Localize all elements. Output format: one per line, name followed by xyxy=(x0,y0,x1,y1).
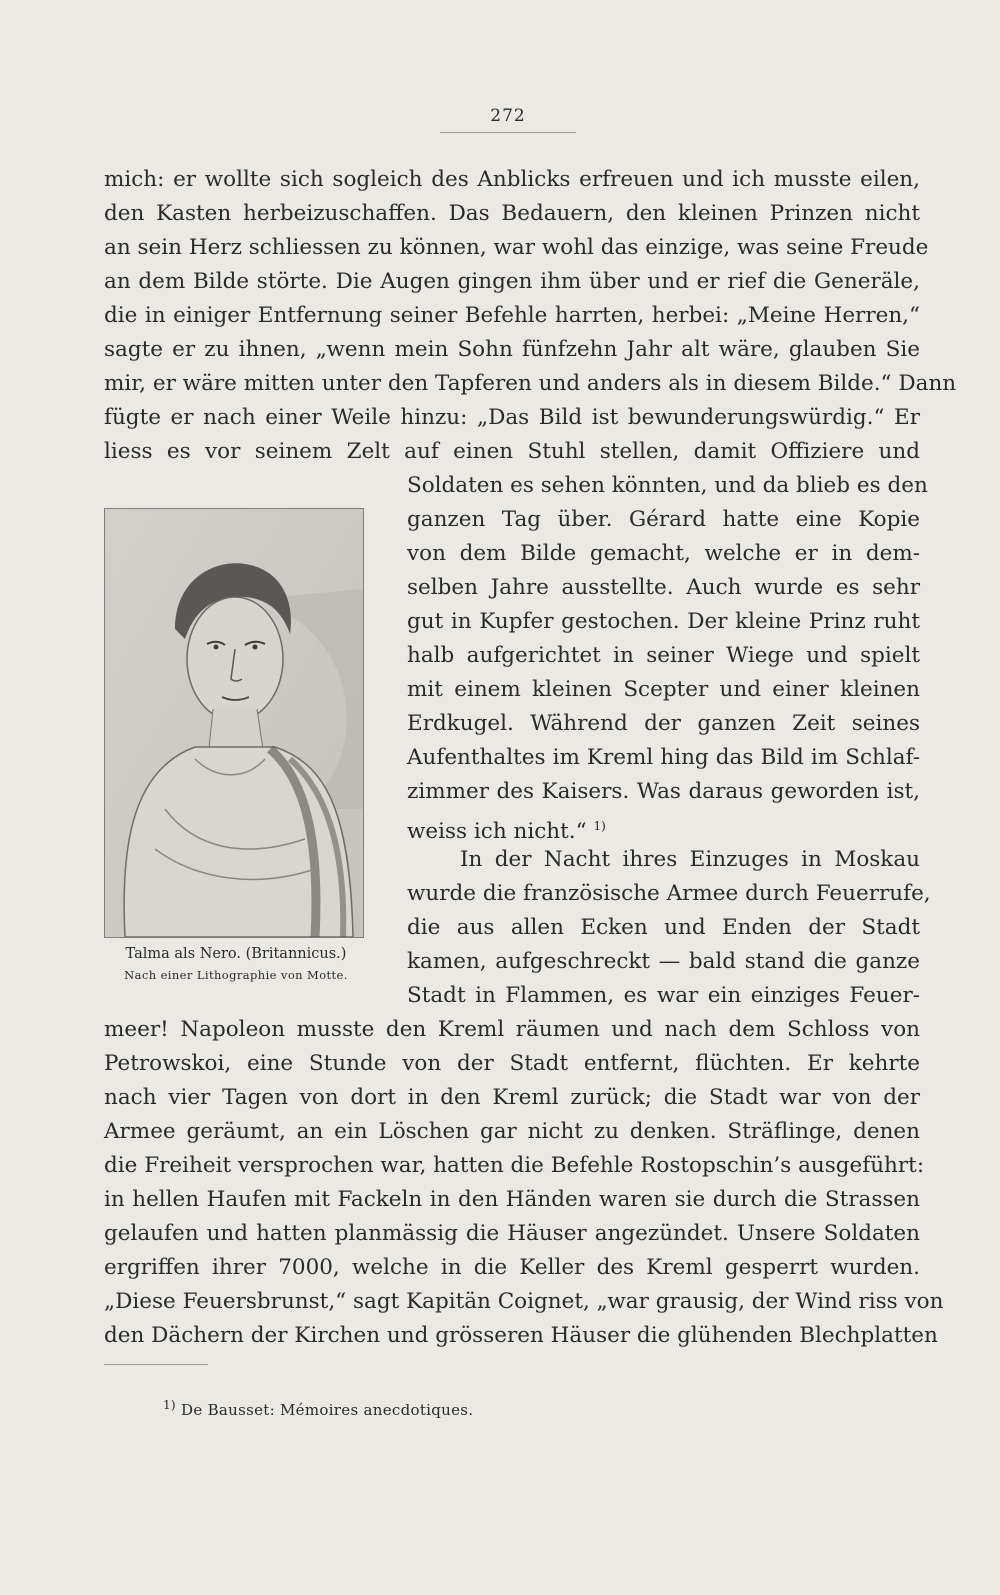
text-line: Soldaten es sehen könnten, und da blieb es den xyxy=(407,473,928,498)
text-line: die in einiger Entfernung seiner Befehle harrten, herbei: „Meine Herren,“ xyxy=(104,303,920,328)
text-line: den Dächern der Kirchen und grösseren Häuser die glühenden Blechplatten xyxy=(104,1323,938,1348)
page-number: 272 xyxy=(490,106,526,126)
text-line: mich: er wollte sich sogleich des Anblicks erfreuen und ich musste eilen, xyxy=(104,167,920,192)
figure-caption-title: Talma als Nero. (Britannicus.) xyxy=(125,946,347,962)
text-line: sagte er zu ihnen, „wenn mein Sohn fünfzehn Jahr alt wäre, glauben Sie xyxy=(104,337,920,362)
text-line: „Diese Feuersbrunst,“ sagt Kapitän Coignet, „war grausig, der Wind riss von xyxy=(104,1289,944,1314)
footnote-rule xyxy=(104,1364,208,1365)
text-line: Stadt in Flammen, es war ein einziges Feuer- xyxy=(407,983,920,1008)
text-line: in hellen Haufen mit Fackeln in den Händen waren sie durch die Strassen xyxy=(104,1187,920,1212)
text-line: wurde die französische Armee durch Feuerrufe, xyxy=(407,881,931,906)
text-line: ergriffen ihrer 7000, welche in die Keller des Kreml gesperrt wurden. xyxy=(104,1255,920,1280)
text-line: selben Jahre ausstellte. Auch wurde es sehr xyxy=(407,575,920,600)
text-line: die aus allen Ecken und Enden der Stadt xyxy=(407,915,920,940)
text-line: In der Nacht ihres Einzuges in Moskau xyxy=(460,847,920,872)
portrait-illustration xyxy=(104,508,364,938)
footnote-marker: 1) xyxy=(163,1398,176,1412)
text-line: den Kasten herbeizuschaffen. Das Bedauern, den kleinen Prinzen nicht xyxy=(104,201,920,226)
footnote-ref: 1) xyxy=(593,819,606,833)
text-line: nach vier Tagen von dort in den Kreml zurück; die Stadt war von der xyxy=(104,1085,920,1110)
text-line: Aufenthaltes im Kreml hing das Bild im Schlaf- xyxy=(407,745,920,770)
text-line xyxy=(407,809,920,843)
text-line: halb aufgerichtet in seiner Wiege und spielt xyxy=(407,643,920,668)
text-line: kamen, aufgeschreckt — bald stand die ganze xyxy=(407,949,920,974)
text-line: Erdkugel. Während der ganzen Zeit seines xyxy=(407,711,920,736)
page-number-rule xyxy=(440,132,576,133)
text-line: mit einem kleinen Scepter und einer kleinen xyxy=(407,677,920,702)
text-line: die Freiheit versprochen war, hatten die Befehle Rostopschin’s ausgeführt: xyxy=(104,1153,925,1178)
text-line: gut in Kupfer gestochen. Der kleine Prinz ruht xyxy=(407,609,920,634)
text-line: zimmer des Kaisers. Was daraus geworden ist, xyxy=(407,779,920,804)
text-line: ganzen Tag über. Gérard hatte eine Kopie xyxy=(407,507,920,532)
text-line: gelaufen und hatten planmässig die Häuser angezündet. Unsere Soldaten xyxy=(104,1221,920,1246)
footnote xyxy=(163,1398,473,1419)
figure-caption-source: Nach einer Lithographie von Motte. xyxy=(124,968,348,982)
text-line: Armee geräumt, an ein Löschen gar nicht zu denken. Sträflinge, denen xyxy=(104,1119,920,1144)
text-line: mir, er wäre mitten unter den Tapferen und anders als in diesem Bilde.“ Dann xyxy=(104,371,957,396)
text-line: an dem Bilde störte. Die Augen gingen ihm über und er rief die Generäle, xyxy=(104,269,920,294)
text-line: liess es vor seinem Zelt auf einen Stuhl stellen, damit Offiziere und xyxy=(104,439,920,464)
text-line: an sein Herz schliessen zu können, war wohl das einzige, was seine Freude xyxy=(104,235,929,260)
text-line: meer! Napoleon musste den Kreml räumen und nach dem Schloss von xyxy=(104,1017,920,1042)
footnote-text: De Bausset: Mémoires anecdotiques. xyxy=(181,1401,474,1419)
text-line: Petrowskoi, eine Stunde von der Stadt entfernt, flüchten. Er kehrte xyxy=(104,1051,920,1076)
text-line: fügte er nach einer Weile hinzu: „Das Bild ist bewunderungswürdig.“ Er xyxy=(104,405,920,430)
text-line: von dem Bilde gemacht, welche er in dem- xyxy=(407,541,920,566)
text-line-content: weiss ich nicht.“ xyxy=(407,819,587,845)
portrait-drawing xyxy=(105,509,363,937)
